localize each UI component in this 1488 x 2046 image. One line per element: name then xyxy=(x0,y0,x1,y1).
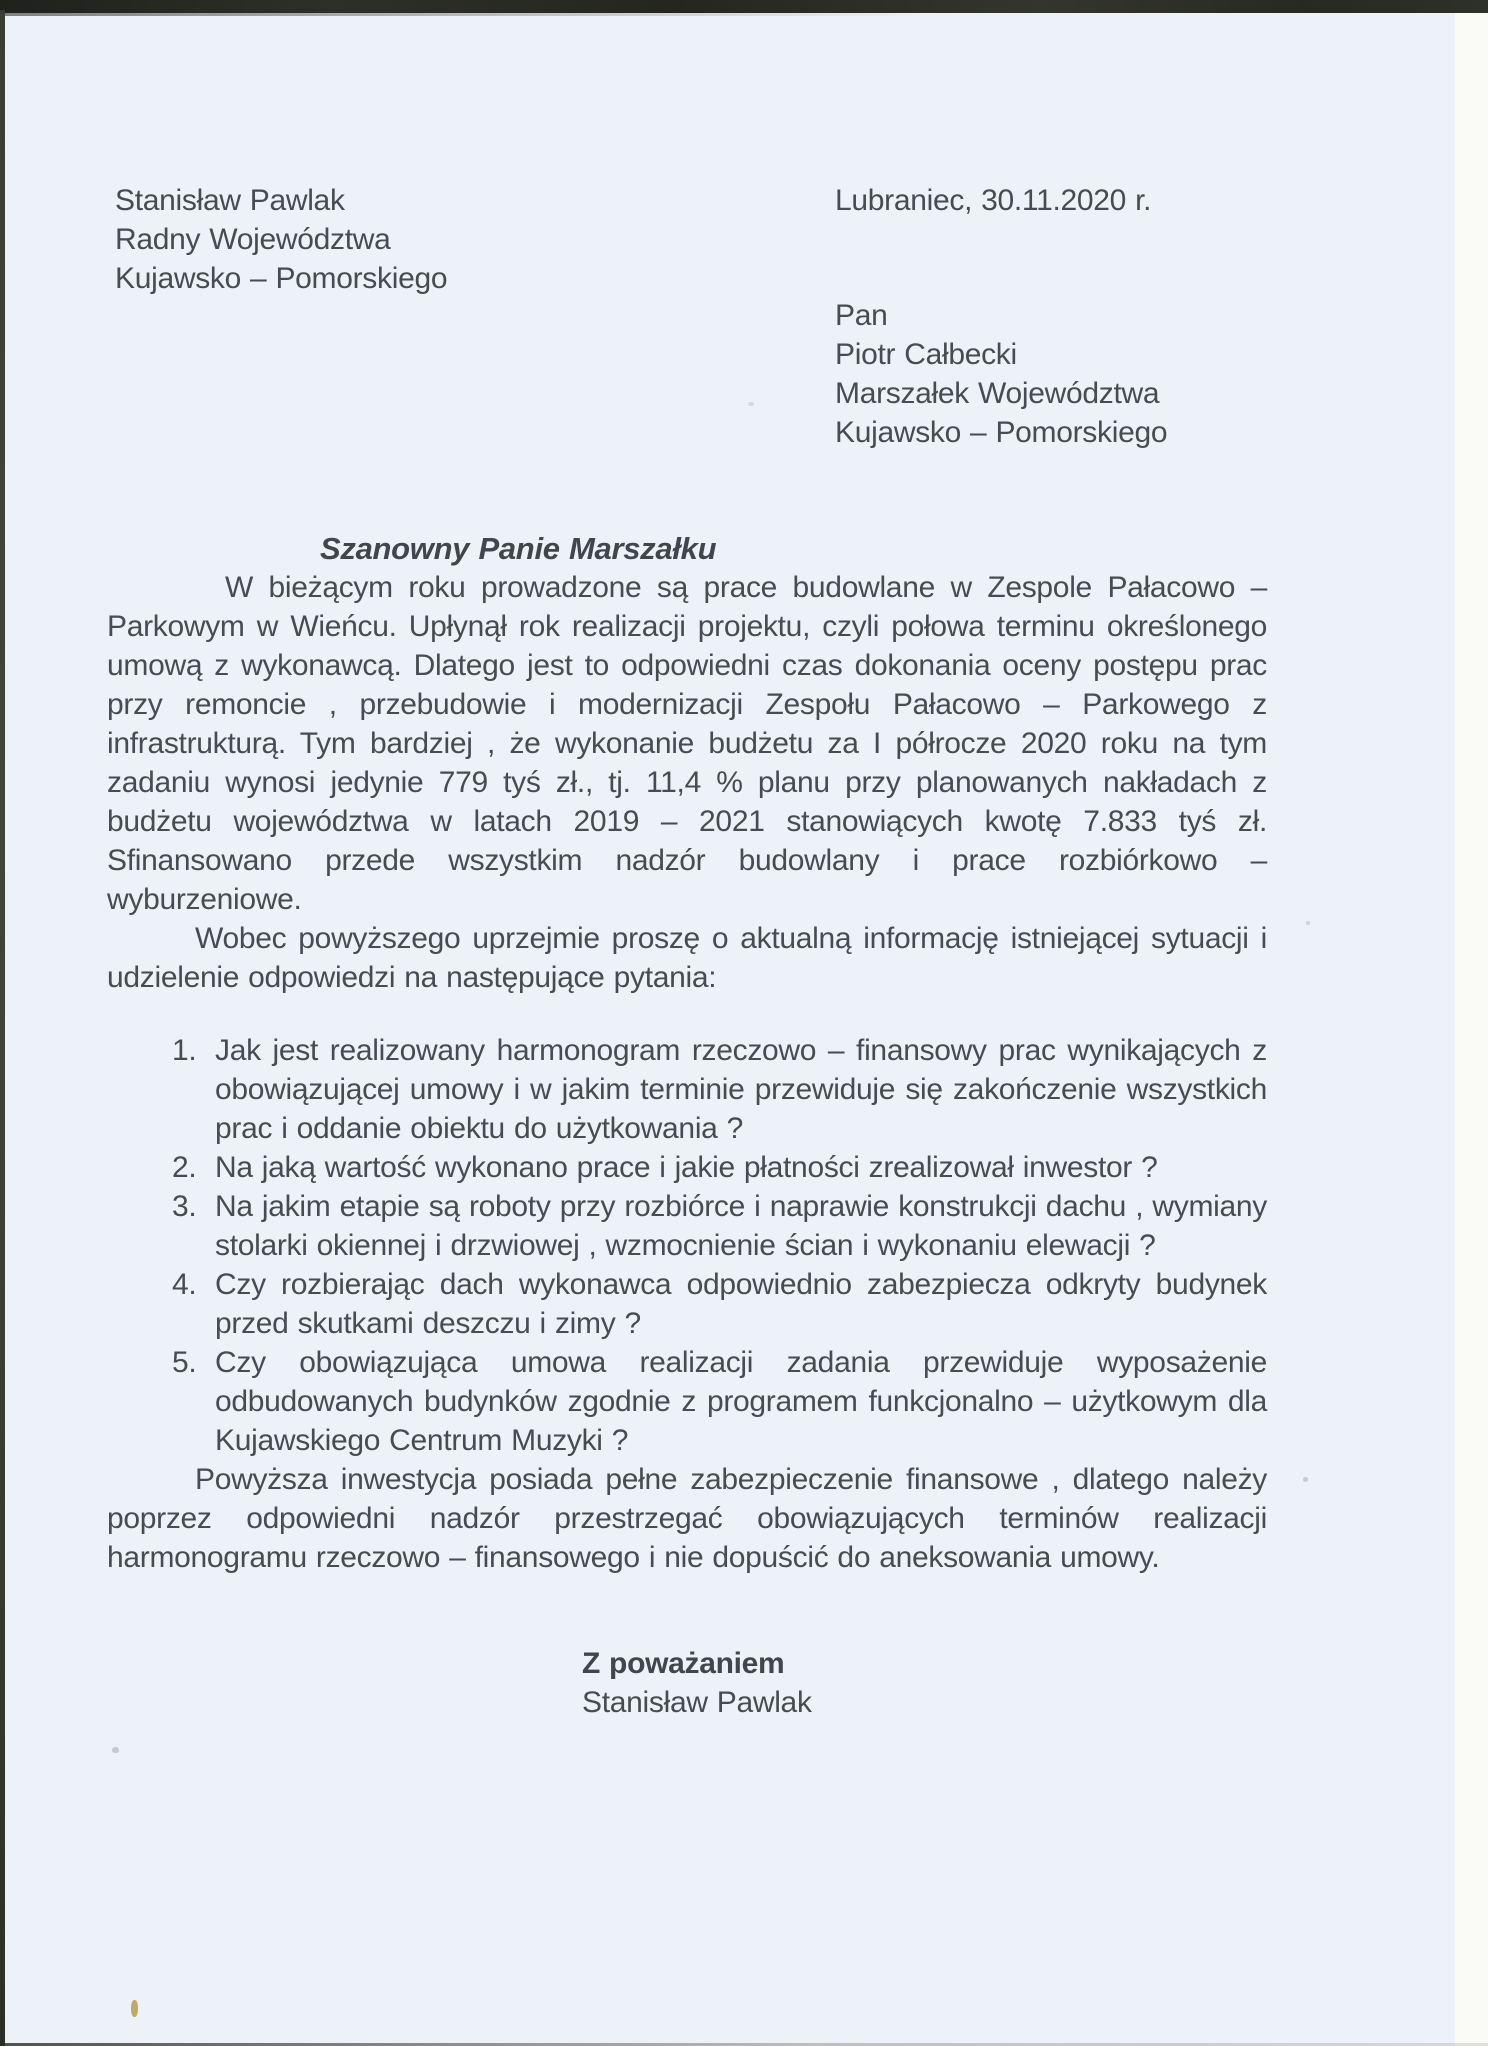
salutation: Szanowny Panie Marszałku xyxy=(320,531,717,566)
scan-speck xyxy=(748,402,754,406)
question-item-4 xyxy=(172,1265,1267,1343)
scan-speck xyxy=(112,1747,119,1753)
sender-name: Stanisław Pawlak xyxy=(115,184,345,217)
question-text: Czy rozbierając dach wykonawca odpowiednio zabezpiecza odkryty budynek przed skutkami deszczu i zimy ? xyxy=(215,1268,1267,1340)
question-number: 2. xyxy=(172,1151,197,1184)
recipient-region: Kujawsko – Pomorskiego xyxy=(835,416,1168,449)
scan-speck xyxy=(1306,921,1310,925)
recipient-block xyxy=(835,296,1167,452)
dateline: Lubraniec, 30.11.2020 r. xyxy=(835,184,1152,217)
question-number: 1. xyxy=(172,1034,197,1067)
sender-block xyxy=(115,181,555,452)
question-number: 5. xyxy=(172,1346,197,1379)
question-item-3 xyxy=(172,1187,1267,1265)
question-list xyxy=(172,1031,1267,1460)
question-text: Jak jest realizowany harmonogram rzeczowo – finansowy prac wynikających z obowiązującej umowy i w jakim terminie przewiduje się zakończenie wszystkich prac i oddanie obiektu do użytkowania ? xyxy=(215,1034,1267,1145)
paragraph-request: Wobec powyższego uprzejmie proszę o aktualną informację istniejącej sytuacji i udzielenie odpowiedzi na następujące pytania: xyxy=(107,922,1267,994)
signature-block xyxy=(582,1644,1267,1722)
recipient-name: Piotr Całbecki xyxy=(835,338,1017,371)
scan-speck xyxy=(1303,1477,1308,1482)
question-text: Na jaką wartość wykonano prace i jakie płatności zrealizował inwestor ? xyxy=(215,1151,1158,1184)
recipient-honorific: Pan xyxy=(835,299,888,332)
valediction: Z poważaniem xyxy=(582,1647,785,1680)
paragraph-intro: W bieżącym roku prowadzone są prace budowlane w Zespole Pałacowo – Parkowym w Wieńcu. Upłynął rok realizacji projektu, czyli połowa terminu określonego umową z wykonawcą. Dlatego jest to odpowiedni czas dokonania oceny postępu prac przy remoncie , przebudowie i modernizacji Zespołu Pałacowo – Parkowego z infrastrukturą. Tym bardziej , że wykonanie budżetu za I półrocze 2020 roku na tym zadaniu wynosi jedynie 779 tyś zł., tj. 11,4 % planu przy planowanych nakładach z budżetu województwa w latach 2019 – 2021 stanowiących kwotę 7.833 tyś zł. Sfinansowano przede wszystkim nadzór budowlany i prace rozbiórkowo – wyburzeniowe. xyxy=(107,571,1267,916)
recipient-title: Marszałek Województwa xyxy=(835,377,1160,410)
paragraph-closing: Powyższa inwestycja posiada pełne zabezpieczenie finansowe , dlatego należy poprzez odpowiedni nadzór przestrzegać obowiązujących terminów realizacji harmonogramu rzeczowo – finansowego i nie dopuścić do aneksowania umowy. xyxy=(107,1463,1267,1574)
header-right-column xyxy=(835,181,1167,452)
letter-body xyxy=(107,0,1267,1722)
question-number: 4. xyxy=(172,1268,197,1301)
sender-title: Radny Województwa xyxy=(115,223,391,256)
question-text: Na jakim etapie są roboty przy rozbiórce i naprawie konstrukcji dachu , wymiany stolarki okiennej i drzwiowej , wzmocnienie ścian i wykonaniu elewacji ? xyxy=(215,1190,1267,1262)
scan-speck xyxy=(131,2000,138,2017)
question-item-2 xyxy=(172,1148,1267,1187)
question-text: Czy obowiązująca umowa realizacji zadania przewiduje wyposażenie odbudowanych budynków zgodnie z programem funkcjonalno – użytkowym dla Kujawskiego Centrum Muzyki ? xyxy=(215,1346,1267,1457)
scan-edge-left xyxy=(0,10,5,2046)
sender-region: Kujawsko – Pomorskiego xyxy=(115,262,448,295)
scan-edge-right xyxy=(1455,13,1488,2046)
question-item-1 xyxy=(172,1031,1267,1148)
signature-name: Stanisław Pawlak xyxy=(582,1686,812,1719)
question-number: 3. xyxy=(172,1190,197,1223)
letter-header xyxy=(107,181,1267,452)
question-item-5 xyxy=(172,1343,1267,1460)
